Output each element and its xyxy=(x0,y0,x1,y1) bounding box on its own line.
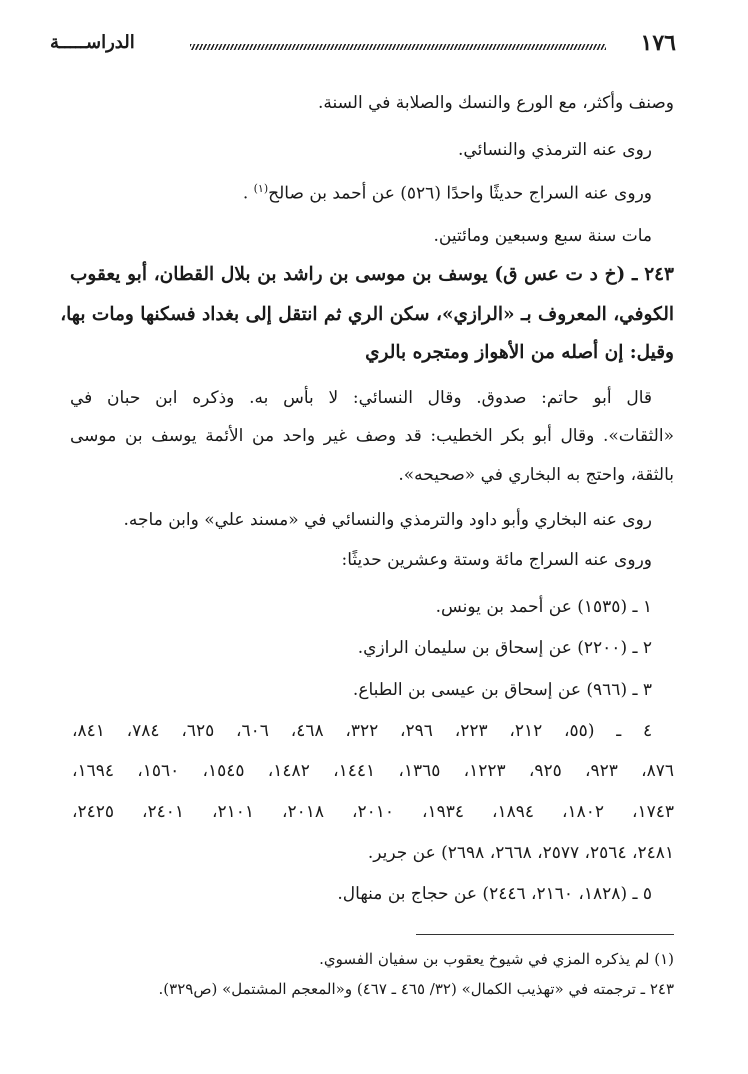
list-item-line: ٨٧٦، ٩٢٣، ٩٢٥، ١٢٢٣، ١٣٦٥، ١٤٤١، ١٤٨٢، ١٥٤٥، ١٥٦٠، ١٦٩٤، xyxy=(72,761,675,781)
paragraph-line: «الثقات». وقال أبو بكر الخطيب: قد وصف غير واحد من الأئمة يوسف بن موسى xyxy=(70,426,674,446)
paragraph-line: روى عنه البخاري وأبو داود والترمذي والنسائي في «مسند علي» وابن ماجه. xyxy=(123,510,652,530)
footnote-marker: (١) xyxy=(253,182,269,195)
paragraph-line-with-footnote xyxy=(243,182,652,204)
entry-heading-line: الكوفي، المعروف بـ «الرازي»، سكن الري ثم انتقل إلى بغداد فسكنها ومات بها، xyxy=(60,304,674,325)
paragraph-text: وروى عنه السراج حديثًا واحدًا (٥٢٦) عن أحمد بن صالح xyxy=(268,183,652,204)
list-item-line: ١٧٤٣، ١٨٠٢، ١٨٩٤، ١٩٣٤، ٢٠١٠، ٢٠١٨، ٢١٠١، ٢٤٠١، ٢٤٢٥، xyxy=(72,802,675,822)
footnote: (١) لم يذكره المزي في شيوخ يعقوب بن سفيان الفسوي. xyxy=(319,950,674,968)
list-item: ١ ـ (١٥٣٥) عن أحمد بن يونس. xyxy=(435,597,652,617)
paragraph-line: وروى عنه السراج مائة وستة وعشرين حديثًا: xyxy=(341,550,652,570)
list-item: ٣ ـ (٩٦٦) عن إسحاق بن عيسى بن الطباع. xyxy=(352,680,652,700)
running-head-title: الدراســـــة xyxy=(50,32,135,53)
entry-heading-line: وقيل: إن أصله من الأهواز ومتجره بالري xyxy=(365,342,674,363)
list-item: ٥ ـ (١٨٢٨، ٢١٦٠، ٢٤٤٦) عن حجاج بن منهال. xyxy=(337,884,652,904)
paragraph-end: . xyxy=(242,183,254,204)
page-number: ١٧٦ xyxy=(640,30,676,56)
entry-heading-line: ٢٤٣ ـ (خ د ت عس ق) يوسف بن موسى بن راشد بن بلال القطان، أبو يعقوب xyxy=(70,264,674,285)
list-item: ٢ ـ (٢٢٠٠) عن إسحاق بن سليمان الرازي. xyxy=(357,638,652,658)
footnote-separator xyxy=(416,934,674,935)
paragraph-line: روى عنه الترمذي والنسائي. xyxy=(458,140,652,160)
paragraph-line: قال أبو حاتم: صدوق. وقال النسائي: لا بأس به. وذكره ابن حبان في xyxy=(70,388,652,408)
header-hatched-rule xyxy=(190,44,606,50)
page-header xyxy=(50,30,676,60)
paragraph-line: مات سنة سبع وسبعين ومائتين. xyxy=(433,226,652,246)
list-item-line: ٤ ـ (٥٥، ٢١٢، ٢٢٣، ٢٩٦، ٣٢٢، ٤٦٨، ٦٠٦، ٦٢٥، ٧٨٤، ٨٤١، xyxy=(72,721,653,741)
paragraph-line: وصنف وأكثر، مع الورع والنسك والصلابة في السنة. xyxy=(317,93,674,113)
paragraph-line: بالثقة، واحتج به البخاري في «صحيحه». xyxy=(398,465,674,485)
list-item-line: ٢٤٨١، ٢٥٦٤، ٢٥٧٧، ٢٦٦٨، ٢٦٩٨) عن جرير. xyxy=(367,843,674,863)
footnote: ٢٤٣ ـ ترجمته في «تهذيب الكمال» (٣٢/ ٤٦٥ ـ ٤٦٧) و«المعجم المشتمل» (ص٣٢٩). xyxy=(158,980,674,998)
